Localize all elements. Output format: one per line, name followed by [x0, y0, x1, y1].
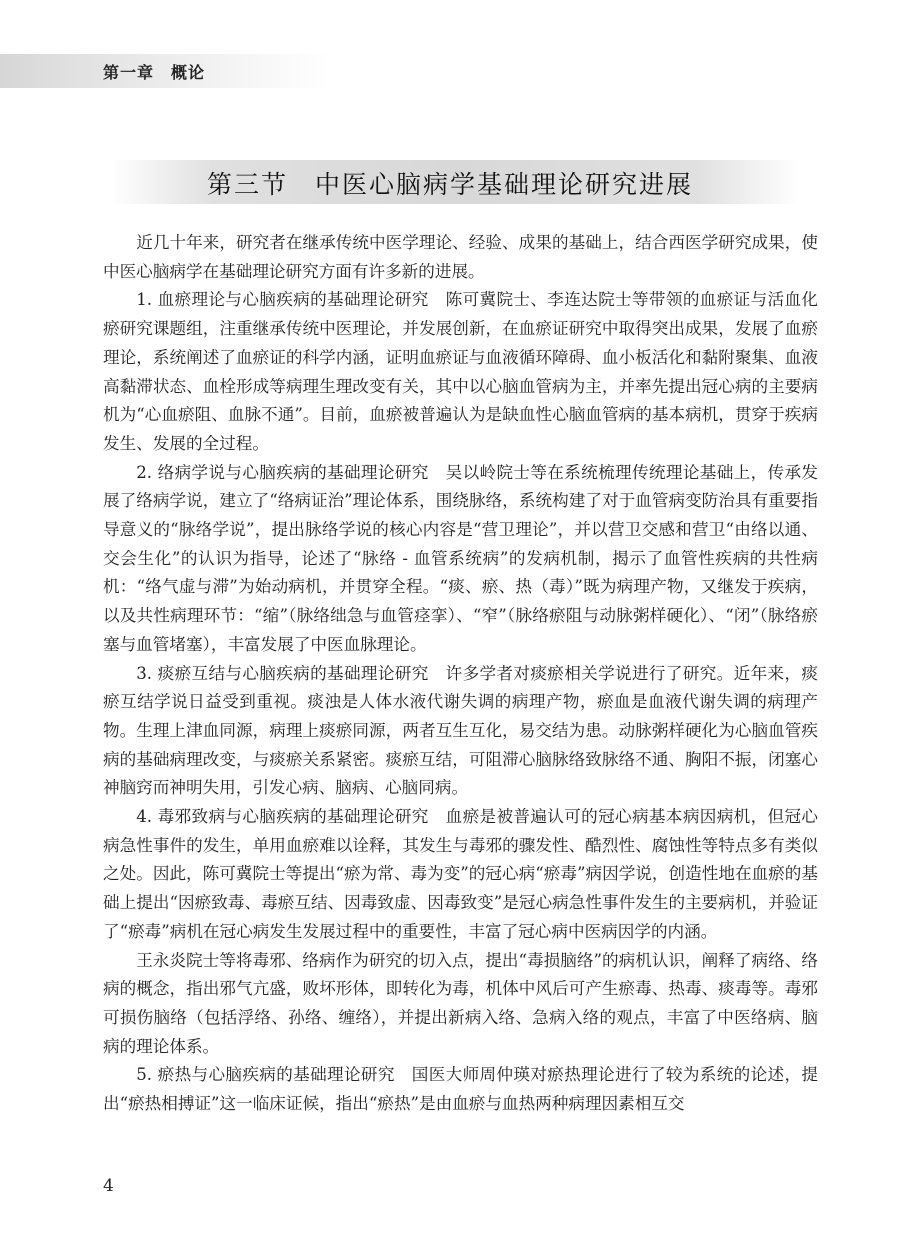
body-text [103, 229, 818, 1119]
paragraph-text: 许多学者对痰瘀相关学说进行了研究。近年来，痰瘀互结学说日益受到重视。痰浊是人体水液代谢失调的病理产物，瘀血是血液代谢失调的病理产物。生理上津血同源，病理上痰瘀同源，两者互生互化，易交结为患。动脉粥样硬化为心脑血管疾病的基础病理改变，与痰瘀关系紧密。痰瘀互结，可阻滞心脑脉络致脉络不通、胸阳不振，闭塞心神脑窍而神明失用，引发心病、脑病、心脑同病。 [103, 663, 818, 798]
paragraph-text: 王永炎院士等将毒邪、络病作为研究的切入点，提出“毒损脑络”的病机认识，阐释了病络、络病的概念，指出邪气亢盛，败坏形体，即转化为毒，机体中风后可产生瘀毒、热毒、痰毒等。毒邪可损伤脑络（包括浮络、孙络、缠络），并提出新病入络、急病入络的观点，丰富了中医络病、脑病的理论体系。 [103, 950, 818, 1056]
paragraph-heading: 3. 痰瘀互结与心脑疾病的基础理论研究 [136, 663, 446, 683]
paragraph-heading: 4. 毒邪致病与心脑疾病的基础理论研究 [136, 807, 446, 827]
paragraph-text: 国医大师周仲瑛对瘀热理论进行了较为系统的论述，提出“瘀热相搏证”这一临床证候，指出“瘀热”是由血瘀与血热两种病理因素相互交 [103, 1065, 819, 1114]
paragraph [103, 229, 818, 286]
paragraph-text: 吴以岭院士等在系统梳理传统理论基础上，传承发展了络病学说，建立了“络病证治”理论体系，围绕脉络，系统构建了对于血管病变防治具有重要指导意义的“脉络学说”，提出脉络学说的核心内容是“营卫理论”，并以营卫交感和营卫“由络以通、交会生化”的认识为指导，论述了“脉络 - 血管系统病”的发病机制，揭示了血管性疾病的共性病机：“络气虚与滞”为始动病机，并贯穿全程。“痰、瘀、热（毒）”既为病理产物，又继发于疾病，以及共性病理环节：“缩”（脉络绌急与血管痉挛）、“窄”（脉络瘀阻与动脉粥样硬化）、“闭”（脉络瘀塞与血管堵塞），丰富发展了中医血脉理论。 [103, 462, 818, 654]
paragraph-heading: 5. 瘀热与心脑疾病的基础理论研究 [136, 1065, 412, 1085]
paragraph [103, 660, 818, 804]
paragraph-text: 近几十年来，研究者在继承传统中医学理论、经验、成果的基础上，结合西医学研究成果，使中医心脑病学在基础理论研究方面有许多新的进展。 [103, 233, 818, 281]
running-header-chapter: 第一章 概论 [103, 63, 206, 82]
paragraph-heading: 2. 络病学说与心脑疾病的基础理论研究 [136, 462, 446, 482]
paragraph [103, 803, 818, 947]
paragraph-text: 血瘀是被普遍认可的冠心病基本病因病机，但冠心病急性事件的发生，单用血瘀难以诠释，其发生与毒邪的骤发性、酷烈性、腐蚀性等特点多有类似之处。因此，陈可冀院士等提出“瘀为常、毒为变”的冠心病“瘀毒”病因学说，创造性地在血瘀的基础上提出“因瘀致毒、毒瘀互结、因毒致虚、因毒致变”是冠心病急性事件发生的主要病机，并验证了“瘀毒”病机在冠心病发生发展过程中的重要性，丰富了冠心病中医病因学的内涵。 [103, 807, 818, 941]
paragraph [103, 459, 818, 660]
paragraph [103, 947, 818, 1062]
paragraph-text: 陈可冀院士、李连达院士等带领的血瘀证与活血化瘀研究课题组，注重继承传统中医理论，并发展创新，在血瘀证研究中取得突出成果，发展了血瘀理论，系统阐述了血瘀证的科学内涵，证明血瘀证与血液循环障碍、血小板活化和黏附聚集、血液高黏滞状态、血栓形成等病理生理改变有关，其中以心脑血管病为主，并率先提出冠心病的主要病机为“心血瘀阻、血脉不通”。目前，血瘀被普遍认为是缺血性心脑血管病的基本病机，贯穿于疾病发生、发展的全过程。 [103, 290, 818, 453]
paragraph-heading: 1. 血瘀理论与心脑疾病的基础理论研究 [136, 290, 446, 310]
paragraph [103, 1061, 818, 1118]
section-title: 第三节 中医心脑病学基础理论研究进展 [206, 170, 693, 199]
page-number: 4 [103, 1176, 114, 1196]
paragraph [103, 286, 818, 458]
